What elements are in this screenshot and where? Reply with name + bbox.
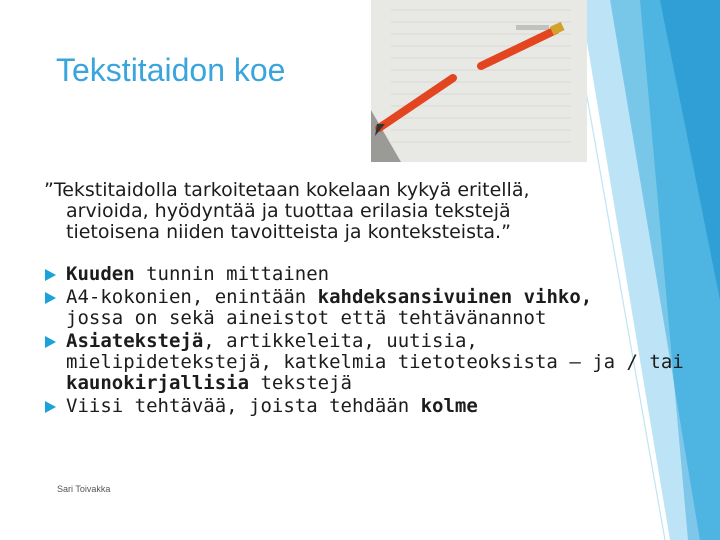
bullet-bold: kahdeksansivuinen vihko, [317,286,593,308]
triangle-bullet-icon [44,336,56,348]
bullet-text: Viisi tehtävää, joista tehdään [66,395,421,417]
bullet-bold: kaunokirjallisia [66,372,250,394]
triangle-bullet-icon [44,401,56,413]
paper-text-mark [516,25,549,30]
footer-author: Sari Toivakka [57,484,111,494]
bullet-bold: kolme [420,395,478,417]
bullet-item-duration [44,264,684,285]
bullet-bold: Asiatekstejä [66,330,204,352]
bullet-text: tekstejä [249,372,352,394]
bullet-item-text-types [44,331,684,394]
bullet-list [44,264,684,419]
triangle-bullet-icon [44,292,56,304]
bullet-text: mielipidetekstejä, katkelmia tietoteoksista – ja / tai [66,351,684,373]
bullet-item-booklet [44,287,684,329]
slide-title: Tekstitaidon koe [56,52,286,88]
triangle-bullet-icon [44,269,56,281]
pencil-photo [371,0,587,162]
quote-definition [44,180,644,243]
bullet-text: tunnin mittainen [134,263,330,285]
quote-line: ”Tekstitaidolla tarkoitetaan kokelaan kykyä eritellä, [44,179,530,201]
quote-line: tietoisena niiden tavoitteista ja konteksteista.” [66,221,511,243]
bullet-bold: Kuuden [66,263,135,285]
bullet-item-tasks [44,396,684,417]
bullet-text: , artikkeleita, uutisia, [203,330,478,352]
bullet-text: jossa on sekä aineistot että tehtävänannot [66,307,547,329]
bullet-text: A4-kokonien, enintään [66,286,318,308]
quote-line: arvioida, hyödyntää ja tuottaa erilasia tekstejä [66,200,511,222]
paper-sheet [371,0,587,162]
